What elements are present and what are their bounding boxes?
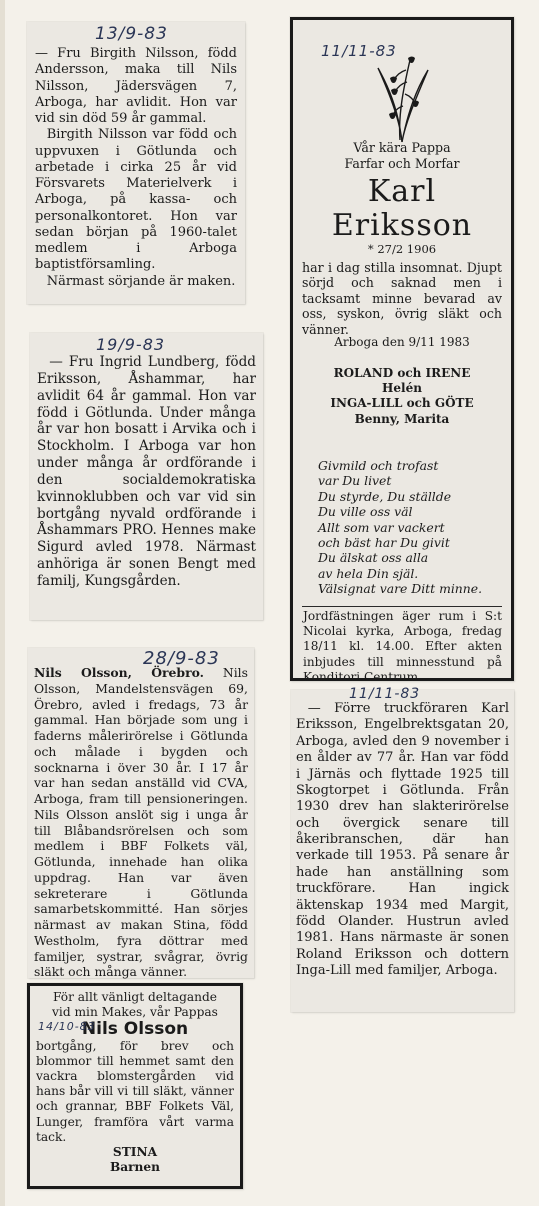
poem-line: Du styrde, Du ställde	[318, 488, 452, 504]
birth-date: * 27/2 1906	[367, 242, 437, 256]
obituary-heading: Nils Olsson, Örebro.	[34, 665, 204, 680]
poem-line: Du älskat oss alla	[318, 550, 429, 566]
funeral-info: Jordfästningen äger rum i S:t Nicolai kyrka, Arboga, fredag 18/11 kl. 14.00. Efter akten inbjudes till minnesstund på Konditori Centrum.	[303, 609, 502, 684]
obituary-nils-olsson	[28, 648, 254, 978]
death-notice-karl-eriksson	[290, 17, 514, 684]
thanks-line: vid min Makes, vår Pappas	[52, 1005, 218, 1020]
deceased-name	[293, 175, 511, 243]
last-name: Eriksson	[331, 208, 473, 244]
lily-of-the-valley-icon	[370, 50, 434, 146]
signer: Barnen	[109, 1159, 161, 1174]
intro-line: Farfar och Morfar	[344, 155, 460, 171]
family-signature	[293, 366, 511, 427]
scrapbook-page-edge	[0, 0, 5, 1206]
thanks-line: För allt vänligt deltagande	[52, 990, 218, 1004]
memorial-poem	[318, 458, 505, 596]
family-line: INGA-LILL och GÖTE	[330, 396, 474, 411]
poem-line: var Du livet	[318, 473, 392, 489]
notice-intro	[293, 140, 511, 171]
handwritten-date: 19/9-83	[96, 335, 166, 354]
obituary-ingrid-lundberg	[30, 333, 263, 620]
family-line: Benny, Marita	[354, 411, 450, 426]
handwritten-date: 11/11-83	[349, 686, 421, 702]
thanks-text: bortgång, för brev och blommor till hemmet samt den vackra blomstergården vid hans bår vill vi till släkt, vänner och grannar, BBF Folkets Väl, Lunger, framföra vårt varma tack.	[36, 1038, 234, 1144]
family-line: Helén	[382, 381, 422, 396]
poem-line: Välsignat vare Ditt minne.	[318, 581, 483, 596]
intro-line: Vår kära Pappa	[353, 140, 451, 155]
obituary-paragraph: Närmast sörjande är maken.	[46, 273, 236, 289]
first-name: Karl	[367, 174, 437, 209]
poem-line: av hela Din själ.	[318, 565, 419, 581]
poem-line: Allt som var vackert	[318, 519, 445, 535]
handwritten-date: 11/11-83	[321, 42, 397, 60]
announcement-text: har i dag stilla insomnat. Djupt sörjd och saknad men i tacksamt minne bevarad av oss, syskon, övrig släkt och vänner.	[302, 260, 502, 337]
obituary-birgith-nilsson	[27, 22, 245, 304]
thank-you-notice	[27, 983, 243, 1189]
obituary-paragraph: — Fru Birgith Nilsson, född Andersson, maka till Nils Nilsson, Jädersvägen 7, Arboga, har avlidit. Hon var vid sin död 59 år gammal.	[35, 46, 237, 126]
poem-line: och bäst har Du givit	[318, 534, 450, 550]
poem-line: Givmild och trofast	[318, 458, 439, 473]
handwritten-date: 14/10-83	[38, 1020, 96, 1034]
poem-line: Du ville oss väl	[318, 504, 413, 520]
obituary-text	[34, 665, 248, 980]
place-and-date: Arboga den 9/11 1983	[334, 335, 470, 349]
obituary-paragraph: Birgith Nilsson var född och uppvuxen i Götlunda och arbetade i cirka 25 år vid Försvarets Materielverk i Arboga, på kassa- och personalkontoret. Hon var sedan början på 1960-talet medlem i Arboga baptistförsamling.	[35, 127, 237, 273]
handwritten-date: 28/9-83	[143, 648, 220, 669]
obituary-text: — Förre truckföraren Karl Eriksson, Engelbrektsgatan 20, Arboga, avled den 9 november i en ålder av 77 år. Han var född i Järnäs och flyttade 1925 till Skogtorpet i Götlunda. Från 1930 drev han slakterirörelse och övergick senare till åkeribranschen, där han verkade till 1953. På senare år hade han anställning som truckförare. Han ingick äktenskap 1934 med Margit, född Olander. Hustrun avled 1981. Hans närmaste är sonen Roland Eriksson och dottern Inga-Lill med familjer, Arboga.	[296, 701, 509, 978]
handwritten-date: 13/9-83	[95, 24, 168, 44]
deceased-name: Nils Olsson	[81, 1019, 189, 1040]
obituary-text: — Fru Ingrid Lundberg, född Eriksson, Åshammar, har avlidit 64 år gammal. Hon var född i Götlunda. Under många år var hon bosatt i Arvika och i Stockholm. I Arboga var hon under många år ordförande i den socialdemokratiska kvinnoklubben och var vid sin bortgång nyvald ordförande i Åshammars PRO. Hennes make Sigurd avled 1978. Närmast anhöriga är sonen Bengt med familj, Kungsgården.	[37, 354, 256, 589]
divider	[302, 606, 502, 607]
signer: STINA	[112, 1144, 158, 1159]
family-line: ROLAND och IRENE	[333, 366, 471, 380]
obituary-body: Nils Olsson, Mandelstensvägen 69, Örebro, avled i fredags, 73 år gammal. Han började som ung i faderns målerirörelse i Götlunda och målade i bygden och socknarna i över 30 år. I 17 år var han sedan anställd vid CVA, Arboga, fram till pensioneringen. Nils Olsson anslöt sig i unga år till Blåbandsrörelsen och som medlem i BBF Folkets väl, Götlunda, innehade han olika uppdrag. Han var även sekreterare i Götlunda samarbetskommitté. Han sörjes närmast av makan Stina, född Westholm, fyra döttrar med familjer, systrar, svågrar, övrig släkt och många vänner.	[34, 665, 248, 980]
obituary-karl-eriksson	[291, 686, 514, 1012]
